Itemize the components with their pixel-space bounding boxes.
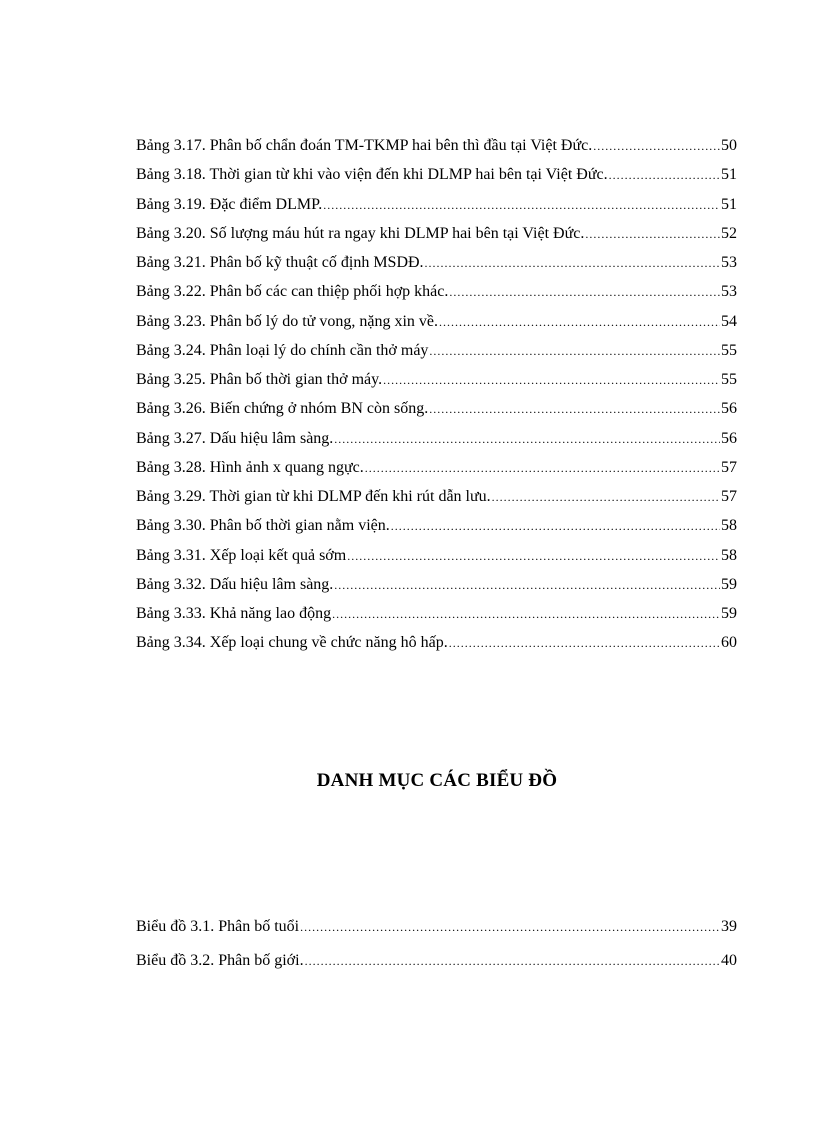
dot-leader — [593, 132, 720, 161]
toc-entry-page: 57 — [721, 458, 737, 476]
toc-entry-table-3-30[interactable] — [136, 511, 737, 540]
toc-entry-label: Bảng 3.25. Phân bố thời gian thở máy. — [136, 371, 383, 388]
toc-entry-table-3-19[interactable] — [136, 190, 737, 219]
toc-entry-label: Bảng 3.30. Phân bố thời gian nằm viện. — [136, 517, 390, 535]
dot-leader — [609, 161, 720, 190]
toc-entry-label: Bảng 3.23. Phân bố lý do tử vong, nặng xin về. — [136, 312, 438, 330]
dot-leader — [439, 308, 720, 337]
toc-entry-page: 51 — [721, 166, 737, 184]
dot-leader — [365, 454, 720, 483]
dot-leader — [429, 337, 720, 366]
toc-entry-label: Bảng 3.27. Dấu hiệu lâm sàng. — [136, 429, 334, 447]
table-of-tables — [136, 131, 737, 658]
toc-entry-page: 58 — [721, 546, 737, 564]
toc-entry-table-3-25[interactable] — [136, 365, 737, 394]
dot-leader — [334, 571, 720, 600]
dot-leader — [383, 366, 720, 395]
toc-entry-table-3-17[interactable] — [136, 131, 737, 160]
toc-entry-table-3-34[interactable] — [136, 628, 737, 657]
toc-entry-page: 57 — [721, 488, 737, 505]
toc-entry-page: 54 — [721, 312, 737, 330]
dot-leader — [334, 425, 720, 454]
toc-entry-label: Bảng 3.26. Biến chứng ở nhóm BN còn sống. — [136, 400, 429, 418]
toc-entry-table-3-24[interactable] — [136, 336, 737, 365]
toc-entry-label: Bảng 3.20. Số lượng máu hút ra ngay khi DLMP hai bên tại Việt Đức. — [136, 224, 585, 242]
toc-entry-label: Bảng 3.22. Phân bố các can thiệp phối hợp khác. — [136, 283, 449, 301]
dot-leader — [347, 542, 720, 571]
dot-leader — [300, 910, 720, 944]
toc-entry-label: Bảng 3.18. Thời gian từ khi vào viện đến khi DLMP hai bên tại Việt Đức. — [136, 166, 608, 184]
toc-entry-label: Biểu đồ 3.1. Phân bố tuổi — [136, 918, 300, 935]
dot-leader — [391, 512, 720, 541]
dot-leader — [449, 629, 720, 658]
toc-entry-label: Bảng 3.34. Xếp loại chung về chức năng hô hấp. — [136, 634, 448, 652]
toc-entry-table-3-33[interactable] — [136, 599, 737, 628]
dot-leader — [492, 483, 720, 512]
toc-entry-table-3-23[interactable] — [136, 307, 737, 336]
toc-entry-table-3-20[interactable] — [136, 219, 737, 248]
toc-entry-page: 52 — [721, 224, 737, 242]
toc-entry-page: 56 — [721, 429, 737, 447]
toc-entry-page: 56 — [721, 400, 737, 418]
toc-entry-page: 53 — [721, 283, 737, 301]
toc-entry-page: 59 — [721, 605, 737, 622]
toc-entry-table-3-29[interactable] — [136, 482, 737, 511]
table-of-charts — [136, 910, 737, 978]
toc-entry-table-3-27[interactable] — [136, 424, 737, 453]
toc-entry-page: 50 — [721, 137, 737, 154]
toc-entry-page: 51 — [721, 195, 737, 213]
toc-entry-chart-3-2[interactable] — [136, 944, 737, 978]
toc-entry-label: Biểu đồ 3.2. Phân bố giới. — [136, 952, 304, 969]
dot-leader — [585, 220, 720, 249]
toc-entry-table-3-28[interactable] — [136, 453, 737, 482]
dot-leader — [429, 395, 720, 424]
toc-entry-table-3-21[interactable] — [136, 248, 737, 277]
toc-entry-page: 53 — [721, 254, 737, 271]
toc-entry-label: Bảng 3.32. Dấu hiệu lâm sàng. — [136, 575, 334, 593]
dot-leader — [332, 600, 720, 629]
toc-entry-label: Bảng 3.29. Thời gian từ khi DLMP đến khi rút dẫn lưu. — [136, 488, 491, 505]
toc-entry-page: 55 — [721, 341, 737, 359]
toc-entry-page: 55 — [721, 371, 737, 388]
toc-entry-table-3-31[interactable] — [136, 541, 737, 570]
toc-entry-chart-3-1[interactable] — [136, 910, 737, 944]
toc-entry-table-3-22[interactable] — [136, 277, 737, 306]
dot-leader — [305, 944, 720, 978]
dot-leader — [425, 249, 720, 278]
toc-entry-table-3-26[interactable] — [136, 394, 737, 423]
toc-entry-label: Bảng 3.31. Xếp loại kết quả sớm — [136, 546, 347, 564]
toc-entry-page: 40 — [721, 952, 737, 969]
toc-entry-label: Bảng 3.33. Khả năng lao động — [136, 605, 332, 622]
toc-entry-page: 59 — [721, 575, 737, 593]
toc-entry-label: Bảng 3.17. Phân bố chẩn đoán TM-TKMP hai bên thì đầu tại Việt Đức. — [136, 137, 593, 154]
toc-entry-table-3-32[interactable] — [136, 570, 737, 599]
toc-entry-label: Bảng 3.21. Phân bố kỹ thuật cố định MSDĐ. — [136, 254, 424, 271]
toc-entry-page: 58 — [721, 517, 737, 535]
charts-section-heading: DANH MỤC CÁC BIỂU ĐỒ — [316, 770, 558, 791]
dot-leader — [323, 191, 720, 220]
dot-leader — [449, 278, 720, 307]
toc-entry-table-3-18[interactable] — [136, 160, 737, 189]
toc-entry-page: 39 — [721, 918, 737, 935]
toc-entry-label: Bảng 3.24. Phân loại lý do chính cần thở máy — [136, 341, 429, 359]
toc-entry-page: 60 — [721, 634, 737, 652]
toc-entry-label: Bảng 3.28. Hình ảnh x quang ngực. — [136, 458, 364, 476]
toc-entry-label: Bảng 3.19. Đặc điểm DLMP. — [136, 195, 323, 213]
